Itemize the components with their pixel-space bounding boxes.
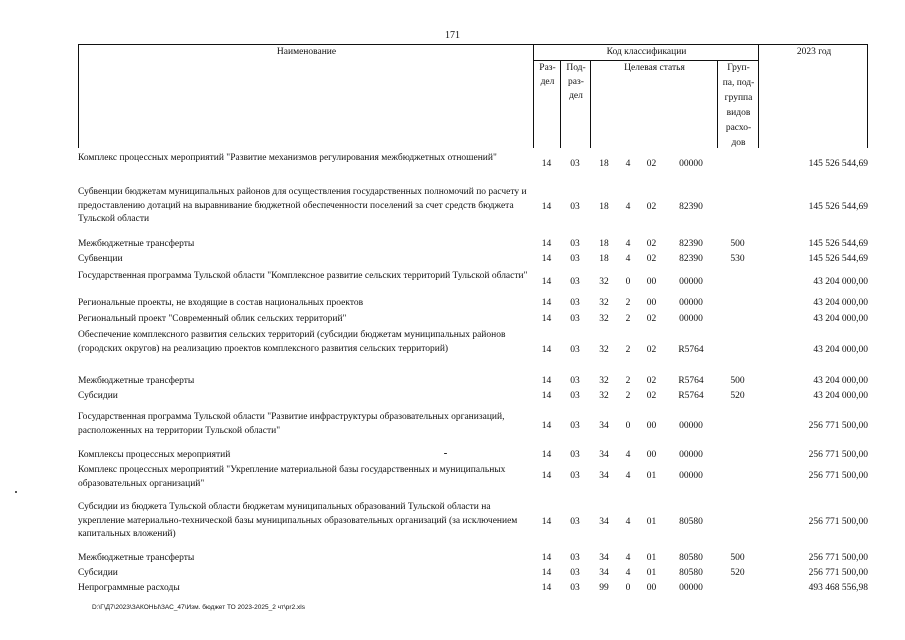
row-code-cs2: 2 — [625, 345, 631, 355]
row-code-cs1: 34 — [599, 568, 609, 578]
table-row — [78, 152, 868, 180]
row-code-cs3: 01 — [646, 517, 657, 527]
row-code-cs2: 0 — [625, 421, 631, 431]
row-code-cs4: R5764 — [678, 391, 704, 401]
row-amount: 43 204 000,00 — [813, 391, 868, 401]
table-row — [78, 411, 868, 444]
row-code-vr: 500 — [730, 376, 745, 386]
row-code-cs2: 2 — [625, 298, 631, 308]
row-name: Субсидии — [78, 568, 118, 578]
row-code-pr: 03 — [570, 376, 580, 386]
row-code-pr: 03 — [570, 239, 580, 249]
row-amount: 256 771 500,00 — [808, 568, 868, 578]
row-amount: 256 771 500,00 — [808, 450, 868, 460]
row-name: Субсидии из бюджета Тульской области бюджетам муниципальных образований Тульской области на укрепление материально-технической базы муниципальных образовательных организаций (за исключением капитальных вложений) — [78, 502, 518, 539]
row-code-r: 14 — [541, 159, 552, 169]
row-code-cs2: 2 — [625, 376, 631, 386]
grid-line — [534, 60, 759, 61]
row-code-cs1: 32 — [599, 391, 609, 401]
row-amount: 43 204 000,00 — [813, 376, 868, 386]
table-row — [78, 375, 868, 390]
row-name: Межбюджетные трансферты — [78, 239, 195, 249]
row-code-cs4: 80580 — [679, 568, 703, 578]
row-code-r: 14 — [541, 202, 552, 212]
row-name: Непрограммные расходы — [78, 583, 180, 593]
row-code-cs4: 00000 — [679, 277, 703, 287]
grid-line — [560, 60, 561, 148]
header-group: Груп- па, под- группа видов расхо- дов — [722, 63, 755, 148]
row-code-cs2: 4 — [625, 159, 631, 169]
row-code-r: 14 — [541, 254, 552, 264]
row-code-cs4: 00000 — [679, 421, 703, 431]
row-code-r: 14 — [541, 391, 552, 401]
row-code-cs1: 34 — [599, 517, 609, 527]
row-code-cs2: 2 — [625, 314, 631, 324]
row-code-cs4: 00000 — [679, 314, 703, 324]
row-code-pr: 03 — [570, 471, 580, 481]
row-amount: 145 526 544,69 — [808, 202, 868, 212]
row-code-cs3: 02 — [646, 239, 657, 249]
row-name: Субвенции — [78, 254, 123, 264]
table-row — [78, 464, 868, 492]
row-code-pr: 03 — [570, 314, 580, 324]
row-name: Комплексы процессных мероприятий — [78, 450, 231, 460]
row-code-r: 14 — [541, 298, 552, 308]
row-amount: 145 526 544,69 — [808, 254, 868, 264]
row-code-cs3: 02 — [646, 391, 657, 401]
row-amount: 43 204 000,00 — [813, 314, 868, 324]
row-amount: 256 771 500,00 — [808, 553, 868, 563]
table-row — [78, 552, 868, 567]
table-row — [78, 582, 868, 597]
row-code-cs3: 02 — [646, 314, 657, 324]
row-code-cs1: 34 — [599, 450, 609, 460]
row-code-pr: 03 — [570, 517, 580, 527]
row-code-cs1: 18 — [599, 254, 609, 264]
row-code-cs3: 01 — [646, 553, 657, 563]
row-code-cs3: 01 — [646, 568, 657, 578]
row-name: Субсидии — [78, 391, 118, 401]
row-amount: 256 771 500,00 — [808, 471, 868, 481]
header-classification: Код классификации — [606, 47, 687, 57]
row-code-cs3: 00 — [646, 277, 657, 287]
table-row — [78, 253, 868, 269]
header-name: Наименование — [276, 47, 337, 57]
row-amount: 145 526 544,69 — [808, 159, 868, 169]
row-amount: 256 771 500,00 — [808, 517, 868, 527]
row-code-cs4: 82390 — [679, 254, 703, 264]
row-code-cs4: 80580 — [679, 553, 703, 563]
row-code-r: 14 — [541, 450, 552, 460]
row-code-cs4: R5764 — [678, 345, 704, 355]
row-code-pr: 03 — [570, 391, 580, 401]
row-code-pr: 03 — [570, 345, 580, 355]
row-amount: 256 771 500,00 — [808, 421, 868, 431]
row-name: Государственная программа Тульской области "Развитие инфраструктуры образовательных организаций, расположенных на территории Тульской области" — [78, 412, 505, 436]
row-code-cs2: 4 — [625, 239, 631, 249]
row-amount: 145 526 544,69 — [808, 239, 868, 249]
row-name: Региональный проект "Современный облик сельских территорий" — [78, 314, 347, 324]
header-year: 2023 год — [796, 47, 832, 57]
row-code-cs4: 00000 — [679, 583, 703, 593]
row-code-r: 14 — [541, 471, 552, 481]
row-code-cs3: 02 — [646, 159, 657, 169]
table-row — [78, 329, 868, 375]
row-code-cs2: 4 — [625, 202, 631, 212]
row-code-cs2: 0 — [625, 277, 631, 287]
row-code-cs1: 18 — [599, 239, 609, 249]
table-row — [78, 297, 868, 313]
row-name: Межбюджетные трансферты — [78, 376, 195, 386]
row-code-cs3: 02 — [646, 345, 657, 355]
row-code-r: 14 — [541, 345, 552, 355]
row-code-cs1: 32 — [599, 345, 609, 355]
table-row — [78, 270, 868, 298]
row-code-pr: 03 — [570, 553, 580, 563]
row-code-pr: 03 — [570, 583, 580, 593]
row-amount: 493 468 556,98 — [808, 583, 868, 593]
row-code-r: 14 — [541, 553, 552, 563]
header-target: Целевая статья — [624, 63, 685, 73]
row-code-cs3: 00 — [646, 583, 657, 593]
row-code-cs4: 82390 — [679, 239, 703, 249]
grid-line — [590, 60, 591, 148]
file-path: D:\Г\Д7\2023\ЗАКОНЫ\ЗАС_47\Изм. бюджет ТО 2023-2025_2 чт\pr2.xls — [92, 604, 305, 611]
row-amount: 43 204 000,00 — [813, 277, 868, 287]
row-code-cs1: 32 — [599, 314, 609, 324]
row-code-cs3: 01 — [646, 471, 657, 481]
row-code-pr: 03 — [570, 202, 580, 212]
header-podrazdel: Под- раз- дел — [566, 63, 586, 101]
row-code-cs2: 4 — [625, 254, 631, 264]
row-name: Комплекс процессных мероприятий "Развитие механизмов регулирования межбюджетных отношений" — [78, 153, 497, 163]
table-row — [78, 567, 868, 582]
row-code-cs1: 99 — [599, 583, 609, 593]
row-code-pr: 03 — [570, 568, 580, 578]
row-code-vr: 520 — [730, 568, 745, 578]
row-code-vr: 500 — [730, 239, 745, 249]
row-code-pr: 03 — [570, 298, 580, 308]
row-code-cs4: 82390 — [679, 202, 703, 212]
table-header — [78, 44, 868, 148]
row-code-vr: 520 — [730, 391, 745, 401]
row-code-r: 14 — [541, 376, 552, 386]
row-code-r: 14 — [541, 314, 552, 324]
row-name: Обеспечение комплексного развития сельских территорий (субсидии бюджетам муниципальных районов (городских округов) на реализацию проектов комплексного развития сельских территорий) — [78, 330, 506, 354]
table-row — [78, 390, 868, 406]
row-name: Комплекс процессных мероприятий "Укрепление материальной базы государственных и муниципальных образовательных организаций" — [78, 465, 506, 489]
row-name: Региональные проекты, не входящие в состав национальных проектов — [78, 298, 364, 308]
row-code-cs3: 02 — [646, 202, 657, 212]
row-code-pr: 03 — [570, 277, 580, 287]
row-code-cs2: 4 — [625, 568, 631, 578]
row-code-cs3: 02 — [646, 254, 657, 264]
row-code-pr: 03 — [570, 159, 580, 169]
row-code-cs1: 34 — [599, 553, 609, 563]
row-code-r: 14 — [541, 277, 552, 287]
budget-table — [78, 44, 868, 593]
row-code-cs4: 00000 — [679, 298, 703, 308]
row-code-cs4: 00000 — [679, 159, 703, 169]
row-name: Межбюджетные трансферты — [78, 553, 195, 563]
table-row — [78, 449, 868, 464]
row-amount: 43 204 000,00 — [813, 298, 868, 308]
row-code-cs4: 80580 — [679, 517, 703, 527]
row-code-pr: 03 — [570, 254, 580, 264]
row-code-cs1: 32 — [599, 298, 609, 308]
row-code-cs1: 32 — [599, 277, 609, 287]
row-code-cs2: 4 — [625, 517, 631, 527]
table-row — [78, 186, 868, 232]
row-code-cs3: 00 — [646, 421, 657, 431]
row-code-cs3: 00 — [646, 450, 657, 460]
row-code-cs2: 0 — [625, 583, 631, 593]
table-row — [78, 238, 868, 253]
row-code-pr: 03 — [570, 450, 580, 460]
row-code-cs4: 00000 — [679, 450, 703, 460]
row-code-cs3: 00 — [646, 298, 657, 308]
row-code-cs4: R5764 — [678, 376, 704, 386]
row-code-cs1: 34 — [599, 421, 609, 431]
row-code-cs2: 4 — [625, 471, 631, 481]
row-code-cs3: 02 — [646, 376, 657, 386]
row-code-cs2: 4 — [625, 450, 631, 460]
row-code-cs4: 00000 — [679, 471, 703, 481]
row-code-cs2: 2 — [625, 391, 631, 401]
grid-line — [717, 60, 718, 148]
row-code-r: 14 — [541, 583, 552, 593]
speck — [444, 453, 447, 454]
row-code-cs2: 4 — [625, 553, 631, 563]
row-code-r: 14 — [541, 421, 552, 431]
table-row — [78, 501, 868, 547]
row-code-pr: 03 — [570, 421, 580, 431]
speck — [15, 491, 17, 493]
row-code-vr: 530 — [730, 254, 745, 264]
row-name: Субвенции бюджетам муниципальных районов для осуществления государственных полномочий по расчету и предоставлению дотаций на выравнивание бюджетной обеспеченности поселений за счет средств бюджета Тульской области — [78, 187, 527, 224]
row-code-r: 14 — [541, 517, 552, 527]
row-code-r: 14 — [541, 568, 552, 578]
row-code-r: 14 — [541, 239, 552, 249]
row-name: Государственная программа Тульской области "Комплексное развитие сельских территорий Тульской области" — [78, 271, 528, 281]
page-number: 171 — [445, 30, 460, 41]
row-code-cs1: 32 — [599, 376, 609, 386]
row-code-vr: 500 — [730, 553, 745, 563]
row-code-cs1: 34 — [599, 471, 609, 481]
table-row — [78, 313, 868, 329]
row-code-cs1: 18 — [599, 159, 609, 169]
header-razdel: Раз- дел — [539, 63, 556, 87]
row-amount: 43 204 000,00 — [813, 345, 868, 355]
row-code-cs1: 18 — [599, 202, 609, 212]
